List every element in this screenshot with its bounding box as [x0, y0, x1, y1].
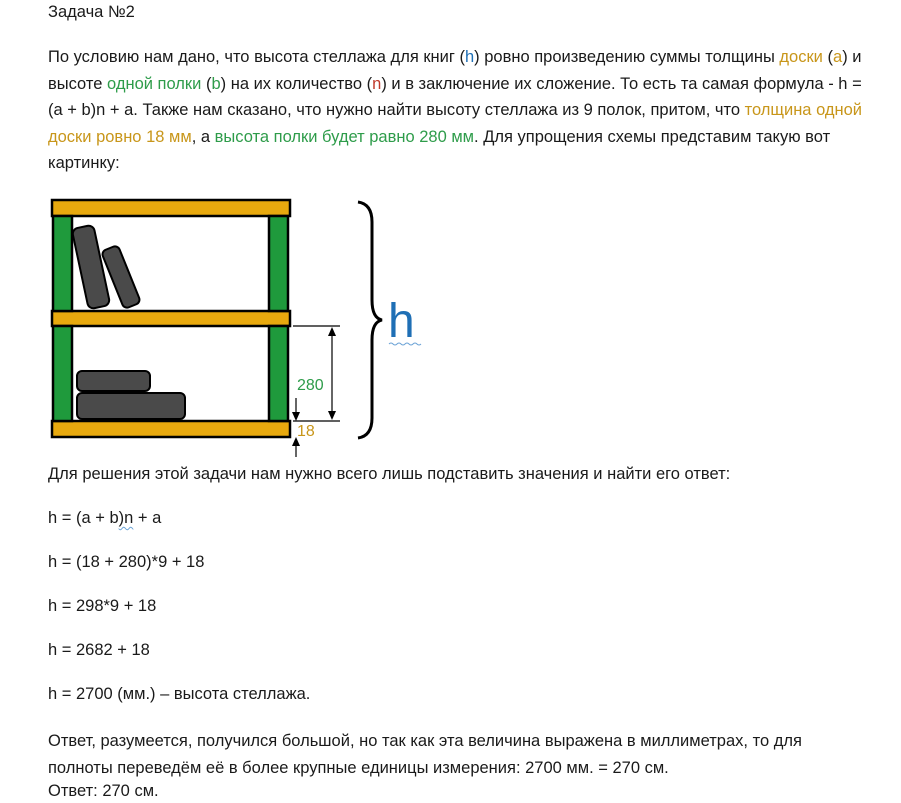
- formula-substituted: h = (18 + 280)*9 + 18: [48, 553, 205, 571]
- formula-step-multiply: h = 2682 + 18: [48, 641, 150, 659]
- var-n: n: [372, 74, 382, 93]
- height-brace: [358, 202, 382, 438]
- middle-board: [52, 311, 290, 326]
- final-answer: Ответ: 270 см.: [48, 782, 159, 800]
- board-thickness-phrase: толщина одной доски ровно 18 мм: [48, 101, 863, 146]
- var-b: b: [211, 74, 221, 93]
- intro-paragraph: По условию нам дано, что высота стеллажа для книг (h) ровно произведению суммы толщины доски (a) и высоте одной полки (b) на их количество (n) и в заключение их сложение. То есть та самая формула - h = (a + b)n + a. Также нам сказано, что нужно найти высоту стеллажа из 9 полок, притом, что толщина одной доски ровно 18 мм, а высота полки будет равно 280 мм. Для упрощения схемы представим такую вот картинку:: [48, 48, 863, 172]
- lying-book-bottom: [77, 393, 185, 419]
- var-h: h: [464, 48, 475, 66]
- top-board: [52, 200, 290, 216]
- dim-280-label: 280: [297, 377, 324, 394]
- var-a: a: [833, 48, 843, 66]
- shelf-height-phrase: высота полки будет равно 280 мм: [214, 127, 475, 146]
- task-title: Задача №2: [48, 3, 135, 21]
- formula-result: h = 2700 (мм.) – высота стеллажа.: [48, 685, 311, 703]
- left-post-bottom: [53, 326, 72, 421]
- term-shelf: одной полки: [107, 74, 202, 93]
- formula-step-sum: h = 298*9 + 18: [48, 597, 157, 615]
- right-post-bottom: [269, 326, 288, 421]
- right-post-top: [269, 216, 288, 311]
- standing-book-1: [72, 225, 111, 310]
- dim-18-label: 18: [297, 423, 315, 440]
- lying-book-top: [77, 371, 150, 391]
- h-label: h: [388, 295, 415, 348]
- shelf-diagram: [0, 190, 460, 460]
- formula-general: h = (a + b)n + a: [48, 509, 162, 527]
- left-post-top: [53, 216, 72, 311]
- bottom-board: [52, 421, 290, 437]
- solution-intro: Для решения этой задачи нам нужно всего лишь подставить значения и найти его ответ:: [48, 465, 731, 483]
- answer-paragraph: Ответ, разумеется, получился большой, но так как эта величина выражена в миллиметрах, то для полноты переведём её в более крупные единицы измерения: 2700 мм. = 270 см.: [48, 732, 802, 777]
- term-board: доски: [779, 48, 823, 66]
